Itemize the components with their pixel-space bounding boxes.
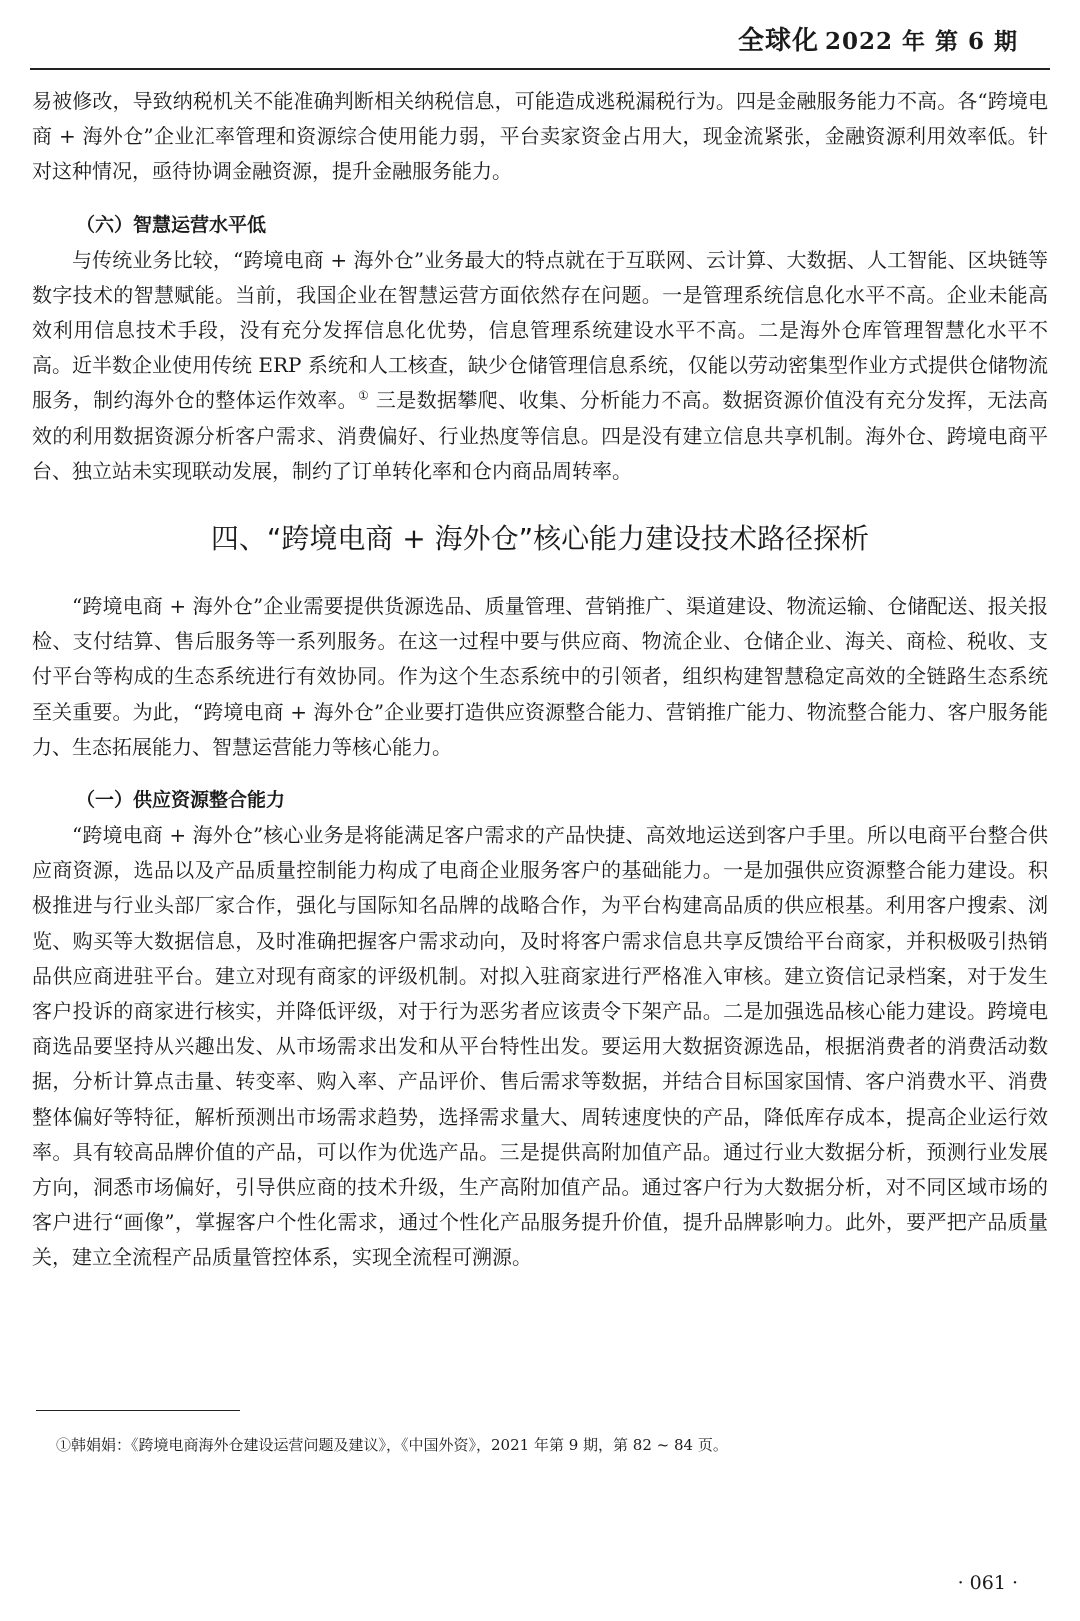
section-heading-6: （六）智慧运营水平低 [76, 213, 267, 236]
page-number: · 061 · [957, 1572, 1018, 1594]
article-body [32, 84, 1048, 1276]
running-header [738, 20, 1018, 57]
footnote-rule [36, 1410, 240, 1411]
paragraph-text-b: 三是数据攀爬、收集、分析能力不高。数据资源价值没有充分发挥，无法高效的利用数据资源分析客户需求、消费偏好、行业热度等信息。四是没有建立信息共享机制。海外仓、跨境电商平台、独立站未实现联动发展，制约了订单转化率和仓内商品周转率。 [32, 388, 1049, 483]
header-rule [30, 68, 1050, 70]
paragraph-supply-integration: “跨境电商 + 海外仓”核心业务是将能满足客户需求的产品快捷、高效地运送到客户手里。所以电商平台整合供应商资源，选品以及产品质量控制能力构成了电商企业服务客户的基础能力。一是加强供应资源整合能力建设。积极推进与行业头部厂家合作，强化与国际知名品牌的战略合作，为平台构建高品质的供应根基。利用客户搜索、浏览、购买等大数据信息，及时准确把握客户需求动向，及时将客户需求信息共享反馈给平台商家，并积极吸引热销品供应商进驻平台。建立对现有商家的评级机制。对拟入驻商家进行严格准入审核。建立资信记录档案，对于发生客户投诉的商家进行核实，并降低评级，对于行为恶劣者应该责令下架产品。二是加强选品核心能力建设。跨境电商选品要坚持从兴趣出发、从市场需求出发和从平台特性出发。要运用大数据资源选品，根据消费者的消费活动数据，分析计算点击量、转变率、购入率、产品评价、售后需求等数据，并结合目标国家国情、客户消费水平、消费整体偏好等特征，解析预测出市场需求趋势，选择需求量大、周转速度快的产品，降低库存成本，提高企业运行效率。具有较高品牌价值的产品，可以作为优选产品。三是提供高附加值产品。通过行业大数据分析，预测行业发展方向，洞悉市场偏好，引导供应商的技术升级，生产高附加值产品。通过客户行为大数据分析，对不同区域市场的客户进行“画像”，掌握客户个性化需求，通过个性化产品服务提升价值，提升品牌影响力。此外，要严把产品质量关，建立全流程产品质量管控体系，实现全流程可溯源。 [32, 823, 1048, 1270]
journal-name: 全球化 [737, 26, 819, 56]
paragraph-intro: “跨境电商 + 海外仓”企业需要提供货源选品、质量管理、营销推广、渠道建设、物流运输、仓储配送、报关报检、支付结算、售后服务等一系列服务。在这一过程中要与供应商、物流企业、仓储企业、海关、商检、税收、支付平台等构成的生态系统进行有效协同。作为这个生态系统中的引领者，组织构建智慧稳定高效的全链路生态系统至关重要。为此，“跨境电商 + 海外仓”企业要打造供应资源整合能力、营销推广能力、物流整合能力、客户服务能力、生态拓展能力、智慧运营能力等核心能力。 [32, 594, 1048, 759]
footnote-marker[interactable]: ① [358, 388, 370, 403]
paragraph-continued: 易被修改，导致纳税机关不能准确判断相关纳税信息，可能造成逃税漏税行为。四是金融服务能力不高。各“跨境电商 + 海外仓”企业汇率管理和资源综合使用能力弱，平台卖家资金占用大，现金流紧张，金融资源利用效率低。针对这种情况，亟待协调金融资源，提升金融服务能力。 [32, 89, 1048, 184]
paragraph-text-a: 与传统业务比较，“跨境电商 + 海外仓”业务最大的特点就在于互联网、云计算、大数据、人工智能、区块链等数字技术的智慧赋能。当前，我国企业在智慧运营方面依然存在问题。一是管理系统信息化水平不高。企业未能高效利用信息技术手段，没有充分发挥信息化优势，信息管理系统建设水平不高。二是海外仓库管理智慧化水平不高。近半数企业使用传统 ERP 系统和人工核查，缺少仓储管理信息系统，仅能以劳动密集型作业方式提供仓储物流服务，制约海外仓的整体运作效率。 [32, 247, 1048, 413]
paragraph-smart-operation [32, 243, 1048, 489]
subsection-heading-1: （一）供应资源整合能力 [76, 789, 286, 812]
footnote: ①韩娟娟：《跨境电商海外仓建设运营问题及建议》，《中国外资》，2021 年第 9 期，第 82 ~ 84 页。 [56, 1436, 728, 1454]
issue-label: 2022 年 第 6 期 [824, 28, 1018, 55]
chapter-heading: 四、“跨境电商 + 海外仓”核心能力建设技术路径探析 [210, 522, 870, 556]
